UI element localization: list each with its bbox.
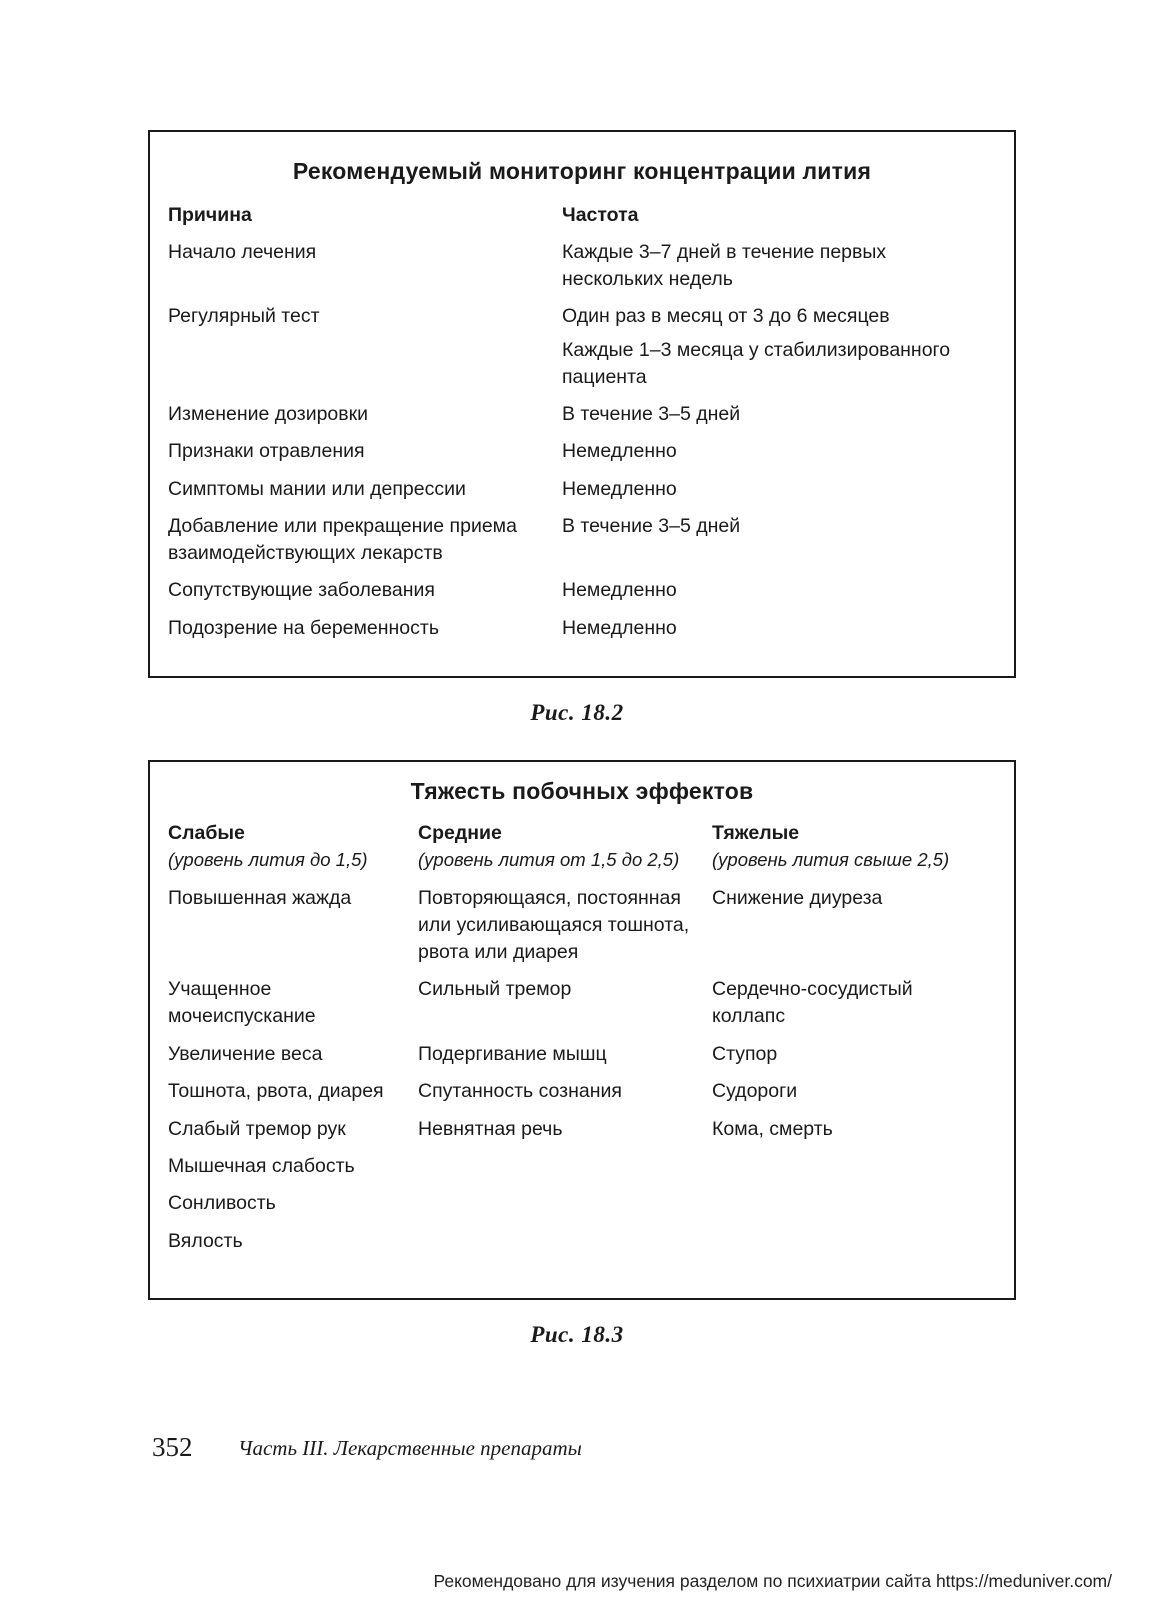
frequency-cell: Каждые 3–7 дней в течение первых нескольких недель xyxy=(562,241,887,290)
mild-effect-cell: Повышенная жажда xyxy=(168,887,352,909)
frequency-cell: В течение 3–5 дней xyxy=(562,515,741,537)
reason-cell: Начало лечения xyxy=(168,241,317,263)
figure-caption: Рис. 18.3 xyxy=(530,1322,624,1347)
severe-effect-cell: Ступор xyxy=(712,1043,778,1065)
frequency-cell: Один раз в месяц от 3 до 6 месяцев xyxy=(562,305,890,327)
mild-effect-cell: Вялость xyxy=(168,1230,243,1252)
moderate-effect-cell: Невнятная речь xyxy=(418,1118,563,1140)
moderate-effect-cell: Повторяющаяся, постоянная или усиливающаяся тошнота, рвота или диарея xyxy=(418,887,690,963)
figure-caption: Рис. 18.2 xyxy=(530,700,624,725)
severe-effect-cell: Сердечно-сосудистый коллапс xyxy=(712,978,913,1027)
frequency-cell: Немедленно xyxy=(562,440,677,462)
moderate-effect-cell: Подергивание мышц xyxy=(418,1043,607,1065)
page-number: 352 xyxy=(152,1432,193,1462)
column-header-reason: Причина xyxy=(168,204,252,226)
mild-effect-cell: Сонливость xyxy=(168,1192,276,1214)
moderate-effect-cell: Сильный тремор xyxy=(418,978,572,1000)
mild-effect-cell: Увеличение веса xyxy=(168,1043,323,1065)
frequency-cell: Немедленно xyxy=(562,579,677,601)
reason-cell: Добавление или прекращение приема взаимодействующих лекарств xyxy=(168,515,517,564)
column-subheader: (уровень лития от 1,5 до 2,5) xyxy=(418,849,680,870)
frequency-cell: Каждые 1–3 месяца у стабилизированного пациента xyxy=(562,339,951,388)
mild-effect-cell: Тошнота, рвота, диарея xyxy=(168,1080,384,1102)
column-header-severe: Тяжелые xyxy=(712,822,800,844)
reason-cell: Изменение дозировки xyxy=(168,403,369,425)
frequency-cell: В течение 3–5 дней xyxy=(562,403,741,425)
reason-cell: Подозрение на беременность xyxy=(168,617,439,639)
column-header-frequency: Частота xyxy=(562,204,639,226)
mild-effect-cell: Учащенное мочеиспускание xyxy=(168,978,316,1027)
footer-note: Рекомендовано для изучения разделом по психиатрии сайта https://meduniver.com/ xyxy=(433,1571,1112,1591)
side-effects-table xyxy=(148,760,1016,1300)
lithium-monitoring-table xyxy=(148,130,1016,678)
severe-effect-cell: Снижение диуреза xyxy=(712,887,883,909)
table-title: Рекомендуемый мониторинг концентрации лития xyxy=(292,158,872,184)
mild-effect-cell: Слабый тремор рук xyxy=(168,1118,346,1140)
severe-effect-cell: Кома, смерть xyxy=(712,1118,833,1140)
mild-effect-cell: Мышечная слабость xyxy=(168,1155,355,1177)
column-header-moderate: Средние xyxy=(418,822,502,844)
reason-cell: Признаки отравления xyxy=(168,440,365,462)
column-subheader: (уровень лития свыше 2,5) xyxy=(712,849,950,870)
reason-cell: Симптомы мании или депрессии xyxy=(168,478,466,500)
frequency-cell: Немедленно xyxy=(562,478,677,500)
frequency-cell: Немедленно xyxy=(562,617,677,639)
severe-effect-cell: Судороги xyxy=(712,1080,798,1102)
running-head: Часть III. Лекарственные препараты xyxy=(238,1436,582,1460)
moderate-effect-cell: Спутанность сознания xyxy=(418,1080,622,1102)
column-header-mild: Слабые xyxy=(168,822,245,844)
table-title: Тяжесть побочных эффектов xyxy=(410,778,754,804)
reason-cell: Сопутствующие заболевания xyxy=(168,579,435,601)
column-subheader: (уровень лития до 1,5) xyxy=(168,849,368,870)
reason-cell: Регулярный тест xyxy=(168,305,320,327)
